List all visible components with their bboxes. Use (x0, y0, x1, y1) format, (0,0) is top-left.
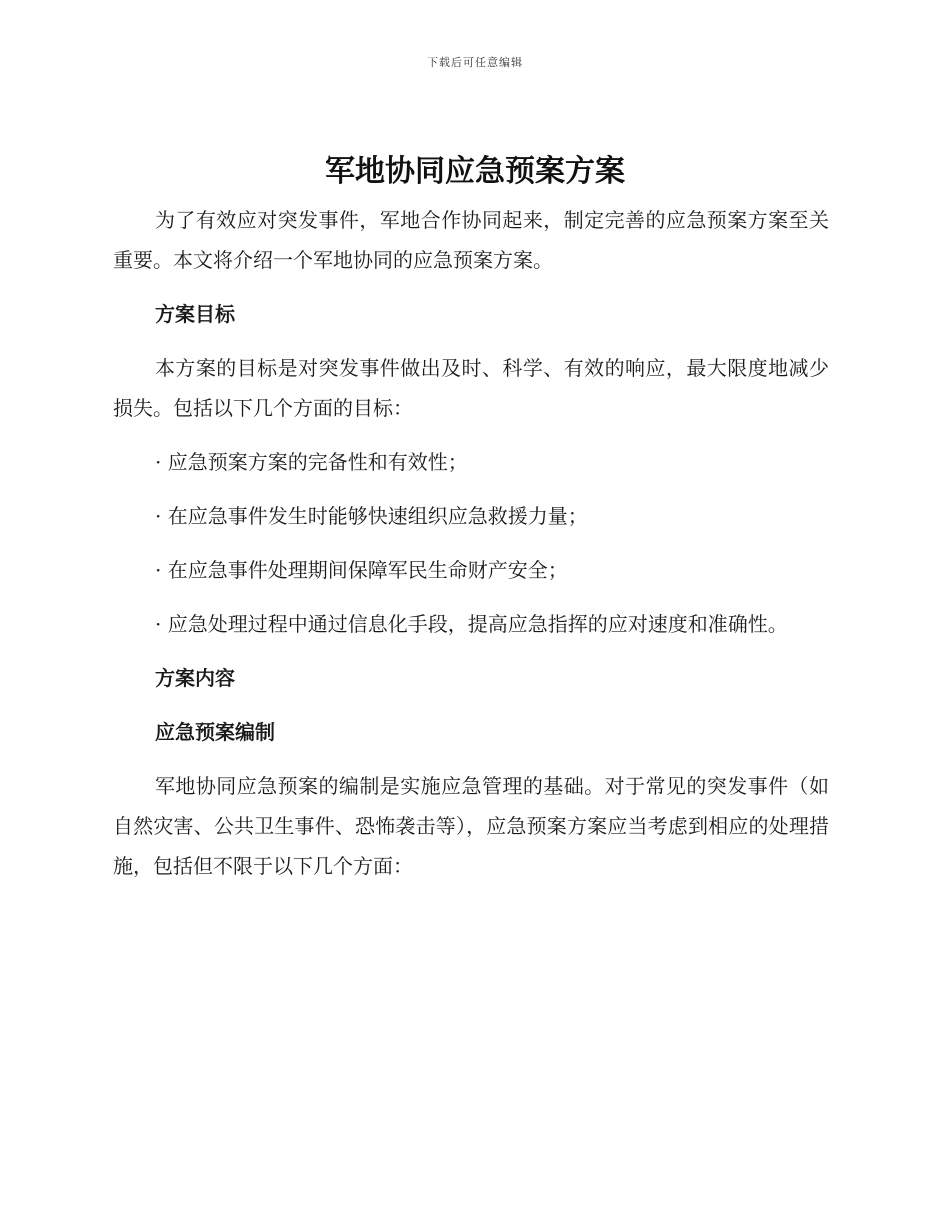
section-goal-heading: 方案目标 (155, 302, 235, 326)
section-content-heading: 方案内容 (155, 666, 235, 690)
goal-bullet-1: · 应急预案方案的完备性和有效性； (155, 450, 468, 474)
document-body (113, 200, 829, 900)
goal-bullet-4: · 应急处理过程中通过信息化手段，提高应急指挥的应对速度和准确性。 (155, 612, 788, 636)
section-content-text: 军地协同应急预案的编制是实施应急管理的基础。对于常见的突发事件（如自然灾害、公共卫生事件、恐怖袭击等），应急预案方案应当考虑到相应的处理措施，包括但不限于以下几个方面： (113, 774, 829, 878)
section-content-subheading: 应急预案编制 (155, 720, 275, 744)
goal-bullet-3: · 在应急事件处理期间保障军民生命财产安全； (155, 558, 568, 582)
intro-paragraph: 为了有效应对突发事件，军地合作协同起来，制定完善的应急预案方案至关重要。本文将介绍一个军地协同的应急预案方案。 (113, 208, 829, 272)
section-goal-text: 本方案的目标是对突发事件做出及时、科学、有效的响应，最大限度地减少损失。包括以下几个方面的目标： (113, 356, 829, 420)
goal-bullet-2: · 在应急事件发生时能够快速组织应急救援力量； (155, 504, 588, 528)
header-note: 下载后可任意编辑 (427, 56, 523, 69)
page-title: 军地协同应急预案方案 (325, 154, 625, 189)
